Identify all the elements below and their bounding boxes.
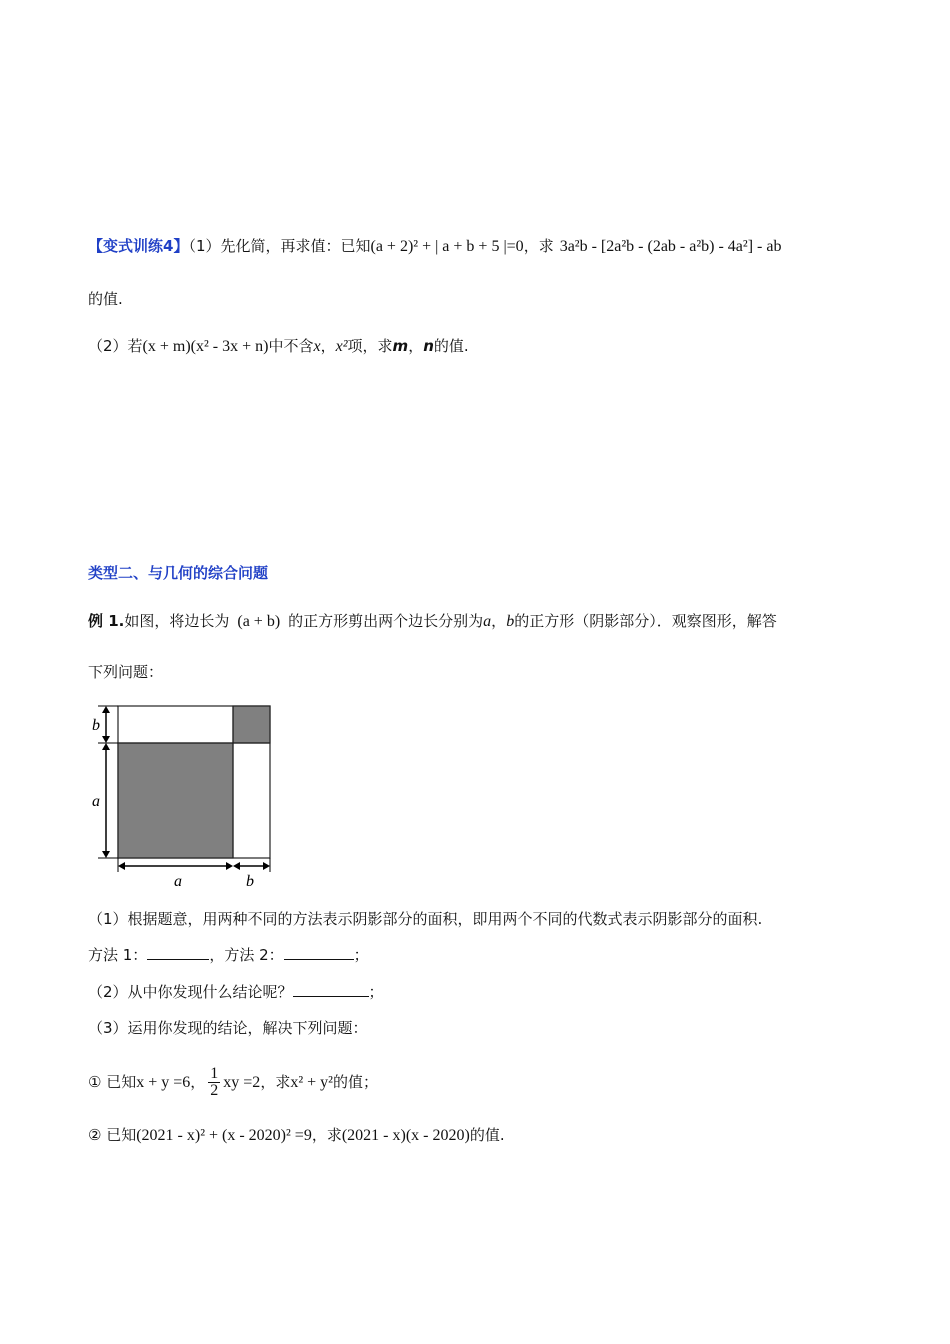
conclusion-blank <box>293 982 369 997</box>
sub2-tail: 的值. <box>469 1126 505 1144</box>
fraction-denominator: 2 <box>210 1082 219 1099</box>
example-mid2: 的正方形（阴影部分）．观察图形，解答 <box>514 612 777 630</box>
arrowhead <box>102 743 110 750</box>
label-b-bottom: b <box>246 873 254 890</box>
part1-mid: ，求 <box>523 237 554 255</box>
sub1-tail: 的值； <box>332 1073 378 1091</box>
exercise-tag: 【变式训练4】 <box>88 237 189 255</box>
label-b-left: b <box>92 717 100 734</box>
comma: ， <box>190 1073 206 1091</box>
var-n: n <box>423 337 434 355</box>
question-1-methods <box>88 945 369 965</box>
condition-formula: (a + 2)² + | a + b + 5 |=0 <box>370 238 524 255</box>
label-a-left: a <box>92 793 100 810</box>
sub1-lead: ① 已知 <box>88 1073 137 1091</box>
subquestion-1 <box>88 1066 378 1099</box>
var-x: x <box>313 338 321 355</box>
section-title: 类型二、与几何的综合问题 <box>88 564 269 582</box>
sum-equation: x + y =6 <box>136 1074 191 1091</box>
label-a-bottom: a <box>174 873 182 890</box>
question-2 <box>88 982 384 1002</box>
part2-tail2: 的值. <box>433 337 469 355</box>
exercise4-line1 <box>88 236 781 257</box>
squares-equation: (2021 - x)² + (x - 2020)² =9 <box>136 1127 312 1144</box>
var-x-squared: x² <box>335 338 348 355</box>
square-figure <box>92 700 282 892</box>
shaded-square-a <box>118 743 233 858</box>
expression-formula: 3a²b - [2a²b - (2ab - a²b) - 4a²] - ab <box>559 238 782 255</box>
var-a: a <box>483 613 492 630</box>
fraction-half <box>208 1066 220 1099</box>
arrowhead <box>226 862 233 870</box>
method1-blank <box>147 945 209 960</box>
subquestion-2 <box>88 1125 505 1146</box>
exercise4-line1-tail: 的值. <box>88 290 123 308</box>
method1-label: 方法 1： <box>88 946 148 964</box>
example-mid1: 的正方形剪出两个边长分别为 <box>288 612 484 630</box>
sub1-mid: ，求 <box>260 1073 291 1091</box>
arrowhead <box>102 851 110 858</box>
semicolon: ； <box>353 946 369 964</box>
example1-line1 <box>88 611 777 632</box>
part2-tail1: 项，求 <box>347 337 393 355</box>
arrowhead <box>118 862 125 870</box>
example-lead: 如图，将边长为 <box>124 612 230 630</box>
comma: ， <box>320 337 336 355</box>
comma: ， <box>408 337 424 355</box>
part1-lead: （1）先化简，再求值：已知 <box>188 237 371 255</box>
shaded-square-b <box>233 706 270 743</box>
part2-mid: 中不含 <box>268 337 314 355</box>
question-3: （3）运用你发现的结论，解决下列问题： <box>88 1019 368 1037</box>
method2-label: ，方法 2： <box>209 946 284 964</box>
var-b: b <box>506 613 515 630</box>
sub2-lead: ② 已知 <box>88 1126 137 1144</box>
product-expression: (2021 - x)(x - 2020) <box>341 1127 470 1144</box>
sub2-mid: ，求 <box>311 1126 342 1144</box>
semicolon: ； <box>368 983 384 1001</box>
product-formula: (x + m)(x² - 3x + n) <box>142 338 269 355</box>
method2-blank <box>284 945 354 960</box>
arrowhead <box>102 736 110 743</box>
part2-lead: （2）若 <box>88 337 143 355</box>
example-label: 例 1. <box>88 612 125 630</box>
arrowhead <box>233 862 240 870</box>
question-2-text: （2）从中你发现什么结论呢？ <box>88 983 293 1001</box>
sum-of-squares: x² + y² <box>290 1074 333 1091</box>
side-length: (a + b) <box>237 613 281 630</box>
var-m: m <box>392 337 409 355</box>
arrowhead <box>263 862 270 870</box>
exercise4-line2 <box>88 336 469 357</box>
example1-line2: 下列问题： <box>88 663 164 681</box>
fraction-numerator: 1 <box>210 1065 219 1082</box>
comma: ， <box>491 612 507 630</box>
question-1: （1）根据题意，用两种不同的方法表示阴影部分的面积，即用两个不同的代数式表示阴影部分的面积. <box>88 910 763 928</box>
arrowhead <box>102 706 110 713</box>
product-equation: xy =2 <box>223 1074 261 1091</box>
